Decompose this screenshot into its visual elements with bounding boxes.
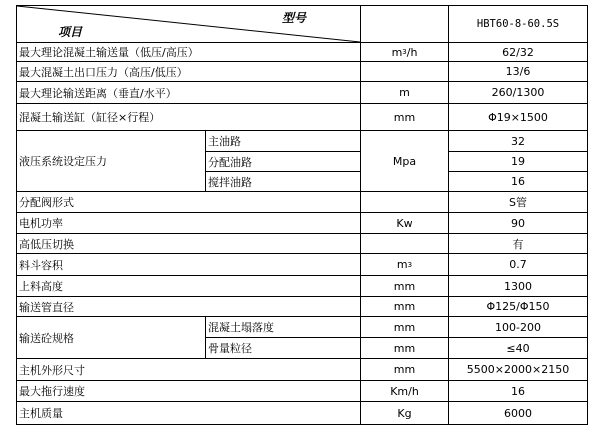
spec-unit: mm: [393, 300, 416, 313]
spec-item: 最大理论输送距离（垂直/水平）: [19, 86, 177, 100]
spec-value: 6000: [504, 406, 532, 420]
spec-item: 最大理论混凝土输送量（低压/高压）: [19, 46, 199, 59]
spec-subitem: 分配油路: [208, 155, 252, 169]
spec-item: 混凝土输送缸（缸径×行程）: [19, 111, 161, 124]
spec-value: 19: [511, 155, 525, 168]
spec-item: 料斗容积: [19, 258, 63, 272]
spec-value: 260/1300: [491, 86, 545, 99]
spec-item: 分配阀形式: [19, 196, 74, 209]
spec-value: S管: [509, 196, 527, 209]
spec-item: 电机功率: [19, 217, 63, 230]
spec-value: 0.7: [509, 258, 527, 271]
spec-value: 5500×2000×2150: [466, 363, 570, 376]
spec-value: 90: [511, 216, 525, 230]
spec-value: 32: [511, 134, 525, 148]
spec-item: 上料高度: [19, 280, 63, 293]
spec-item: 主机外形尺寸: [19, 363, 85, 377]
spec-unit: m 3: [396, 258, 413, 271]
spec-value: 1300: [504, 279, 532, 293]
spec-value: Φ19×1500: [488, 110, 548, 124]
spec-value: 100-200: [495, 320, 541, 334]
header-item-label: 项目: [58, 24, 83, 39]
spec-item: 输送砼规格: [19, 331, 74, 345]
spec-subitem: 搅拌油路: [208, 175, 252, 189]
spec-value: 有: [512, 237, 524, 251]
spec-item: 输送管直径: [19, 300, 74, 314]
spec-subitem: 骨量粒径: [208, 342, 252, 355]
spec-value: ≤40: [506, 341, 530, 355]
model-value: HBT60-8-60.5S: [476, 18, 560, 30]
spec-unit: m 3 /h: [391, 45, 418, 59]
spec-unit: mm: [393, 110, 416, 124]
spec-item: 主机质量: [19, 407, 63, 420]
spec-value: 62/32: [502, 45, 534, 59]
spec-item: 高低压切换: [19, 237, 74, 251]
spec-unit: mm: [393, 279, 416, 293]
spec-unit: Km/h: [390, 384, 419, 398]
spec-unit: mm: [393, 363, 416, 376]
spec-unit: Kg: [397, 406, 412, 420]
spec-value: 16: [511, 175, 525, 188]
spec-item: 液压系统设定压力: [19, 155, 107, 168]
spec-item: 最大混凝土出口压力（高压/低压）: [19, 65, 188, 79]
spec-unit: mm: [393, 320, 416, 334]
spec-subitem: 混凝土塌落度: [208, 321, 274, 334]
spec-subitem: 主油路: [208, 135, 241, 148]
spec-unit: Kw: [396, 216, 413, 230]
spec-value: Φ125/Φ150: [486, 300, 550, 313]
spec-unit: Mpa: [392, 154, 417, 168]
spec-item: 最大拖行速度: [19, 385, 85, 398]
spec-unit: mm: [393, 341, 416, 355]
header-model-label: 型号: [282, 10, 307, 25]
spec-value: 16: [511, 384, 525, 398]
spec-value: 13/6: [505, 65, 531, 78]
spec-unit: m: [399, 86, 410, 99]
